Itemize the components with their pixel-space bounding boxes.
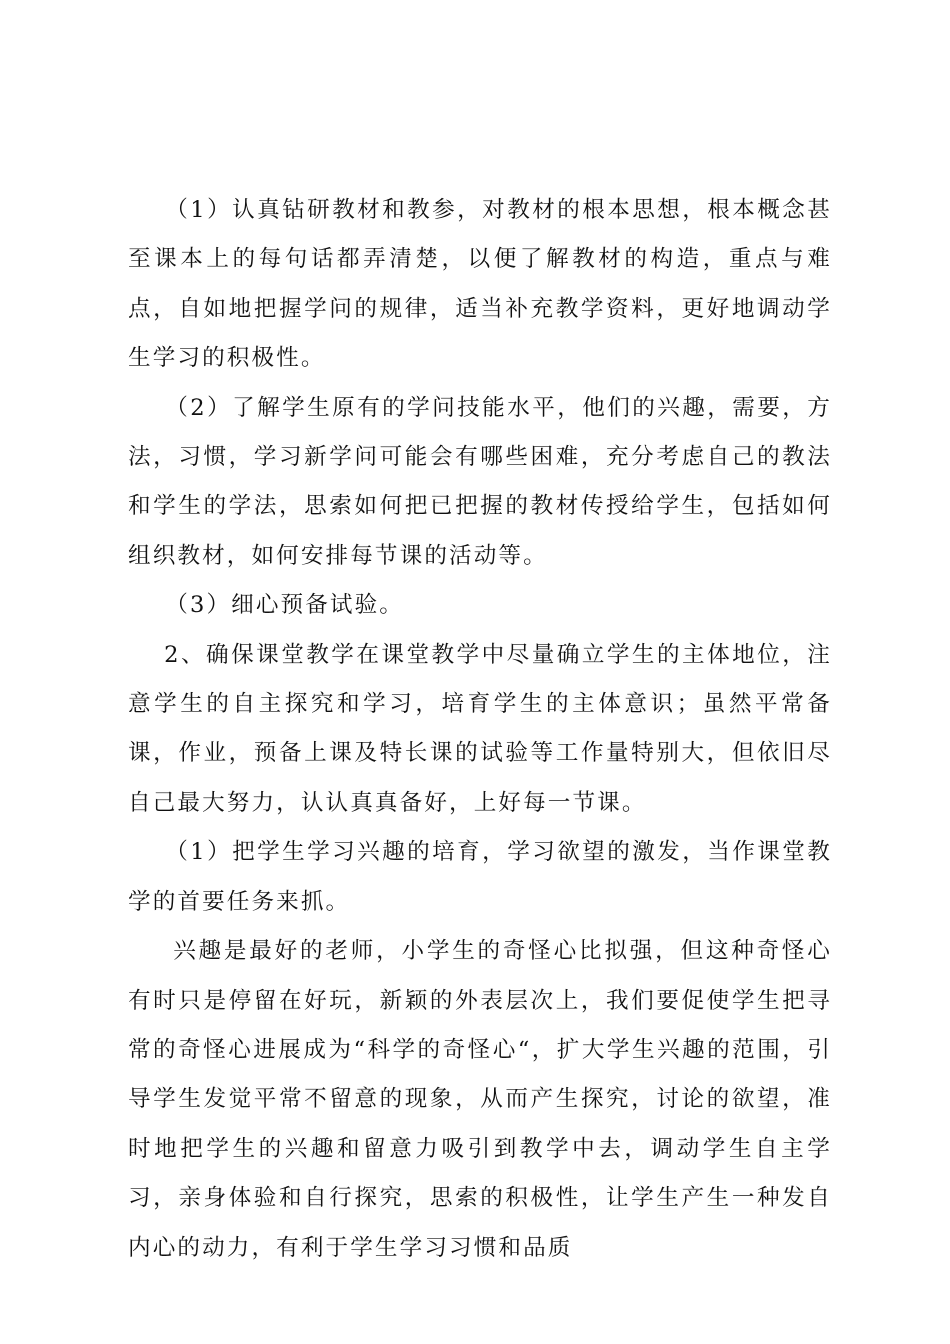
paragraph-6: 兴趣是最好的老师，小学生的奇怪心比拟强，但这种奇怪心有时只是停留在好玩，新颖的外表层次上，我们要促使学生把寻常的奇怪心进展成为“科学的奇怪心“，扩大学生兴趣的范围，引导学生发觉平常不留意的现象，从而产生探究，讨论的欲望，准时地把学生的兴趣和留意力吸引到教学中去，调动学生自主学习，亲身体验和自行探究，思索的积极性，让学生产生一种发自内心的动力，有利于学生学习习惯和品质 xyxy=(128,938,832,1261)
paragraph-4: 2、确保课堂教学在课堂教学中尽量确立学生的主体地位，注意学生的自主探究和学习，培育学生的主体意识；虽然平常备课，作业，预备上课及特长课的试验等工作量特别大，但依旧尽自己最大努力，认认真真备好，上好每一节课。 xyxy=(128,641,832,816)
paragraph-5: （1）把学生学习兴趣的培育，学习欲望的激发，当作课堂教学的首要任务来抓。 xyxy=(128,839,832,915)
paragraph-3: （3）细心预备试验。 xyxy=(165,592,404,619)
paragraph-2: （2）了解学生原有的学问技能水平，他们的兴趣，需要，方法，习惯，学习新学问可能会有哪些困难，充分考虑自己的教法和学生的学法，思索如何把已把握的教材传授给学生，包括如何组织教材，如何安排每节课的活动等。 xyxy=(128,394,832,569)
document-body xyxy=(128,186,832,1273)
paragraph-1: （1）认真钻研教材和教参，对教材的根本思想，根本概念甚至课本上的每句话都弄清楚，以便了解教材的构造，重点与难点，自如地把握学问的规律，适当补充教学资料，更好地调动学生学习的积极性。 xyxy=(128,197,832,372)
